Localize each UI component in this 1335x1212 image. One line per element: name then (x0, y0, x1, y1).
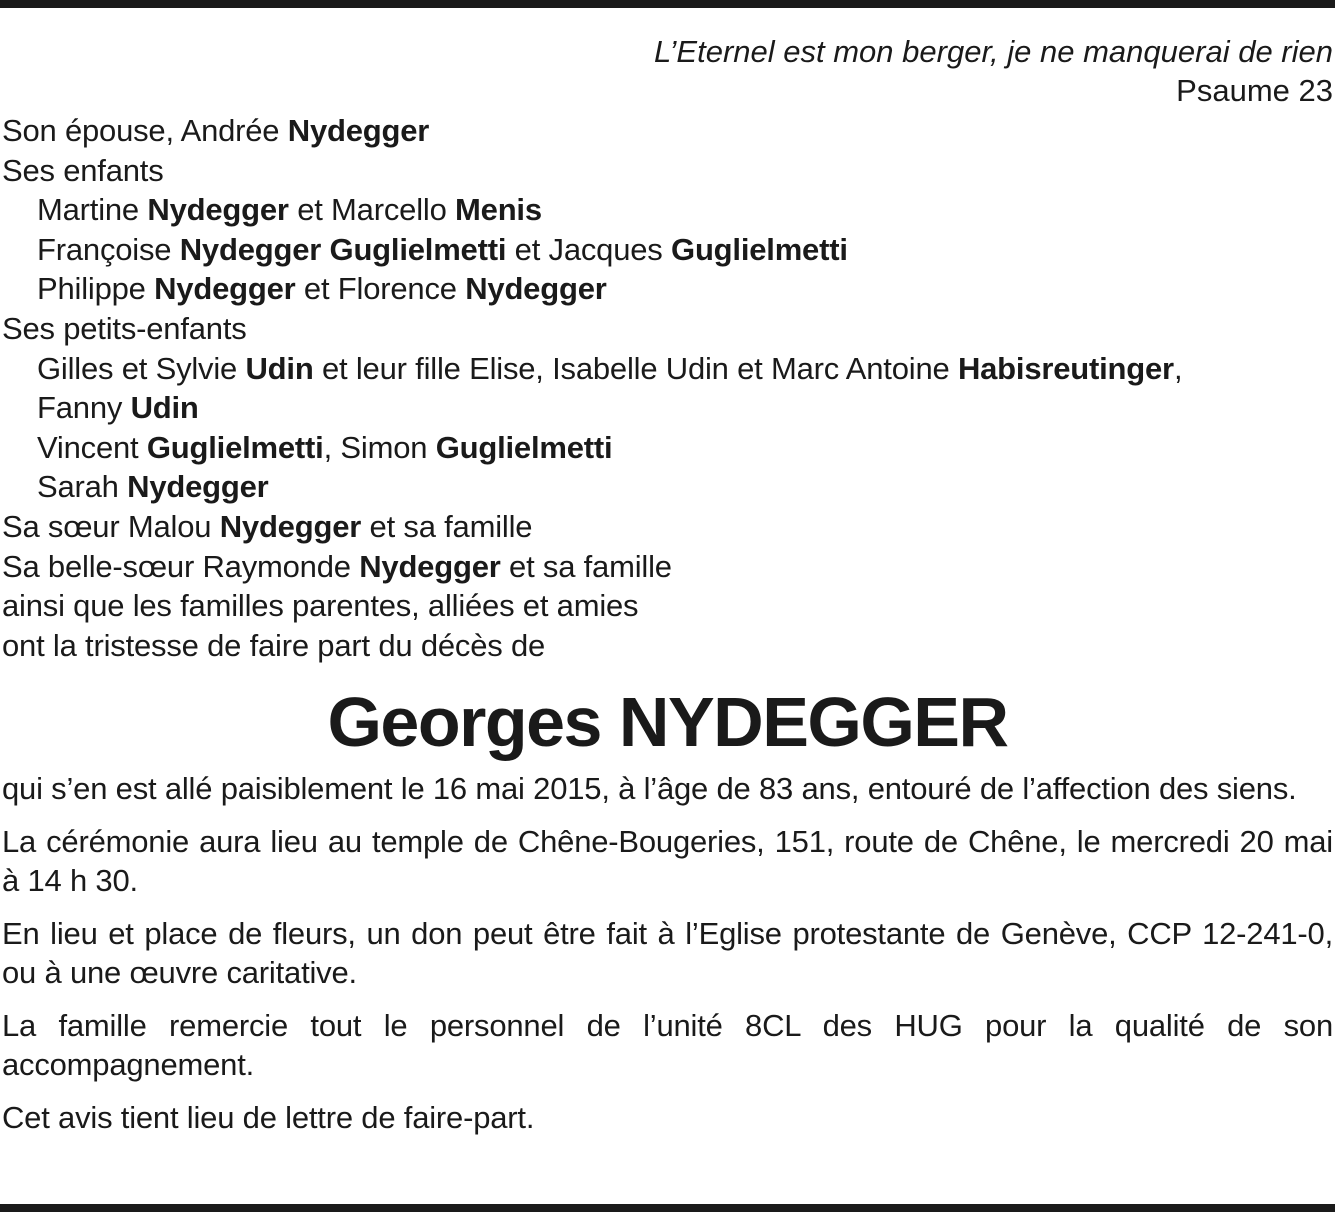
child-line: Martine Nydegger et Marcello Menis (37, 192, 542, 228)
sister-in-law-line: Sa belle-sœur Raymonde Nydegger et sa famille (2, 548, 672, 584)
top-border-rule (0, 0, 1335, 8)
family-list (2, 111, 1333, 665)
grandchild-line: Gilles et Sylvie Udin et leur fille Elise, Isabelle Udin et Marc Antoine Habisreutinger, (37, 350, 1183, 386)
grandchild-line: Vincent Guglielmetti, Simon Guglielmetti (37, 429, 613, 465)
ceremony-paragraph: La cérémonie aura lieu au temple de Chêne-Bougeries, 151, route de Chêne, le mercredi 20 mai à 14 h 30. (2, 824, 1333, 898)
donation-paragraph: En lieu et place de fleurs, un don peut être fait à l’Eglise protestante de Genève, CCP 12-241-0, ou à une œuvre caritative. (2, 916, 1333, 990)
relatives-line: ainsi que les familles parentes, alliées et amies (2, 588, 639, 624)
announcement-line: ont la tristesse de faire part du décès de (2, 627, 546, 663)
grandchild-line: Fanny Udin (37, 390, 199, 426)
grandchild-line: Sarah Nydegger (37, 469, 269, 505)
epigraph (654, 32, 1333, 110)
grandchildren-heading: Ses petits-enfants (2, 310, 247, 346)
closing-paragraph: Cet avis tient lieu de lettre de faire-part. (2, 1100, 535, 1135)
child-line: Françoise Nydegger Guglielmetti et Jacques Guglielmetti (37, 231, 848, 267)
sister-line: Sa sœur Malou Nydegger et sa famille (2, 508, 533, 544)
notice-body (2, 769, 1333, 1151)
children-heading: Ses enfants (2, 152, 164, 188)
spouse-line: Son épouse, Andrée Nydegger (2, 113, 430, 148)
passing-paragraph: qui s’en est allé paisiblement le 16 mai 2015, à l’âge de 83 ans, entouré de l’affection des siens. (2, 771, 1297, 806)
epigraph-verse: L’Eternel est mon berger, je ne manquerai de rien (654, 34, 1333, 69)
deceased-name: Georges NYDEGGER (327, 683, 1008, 761)
thanks-paragraph: La famille remercie tout le personnel de l’unité 8CL des HUG pour la qualité de son accompagnement. (2, 1008, 1333, 1082)
child-line: Philippe Nydegger et Florence Nydegger (37, 271, 607, 307)
bottom-border-rule (0, 1204, 1335, 1212)
epigraph-reference: Psaume 23 (1176, 73, 1333, 108)
